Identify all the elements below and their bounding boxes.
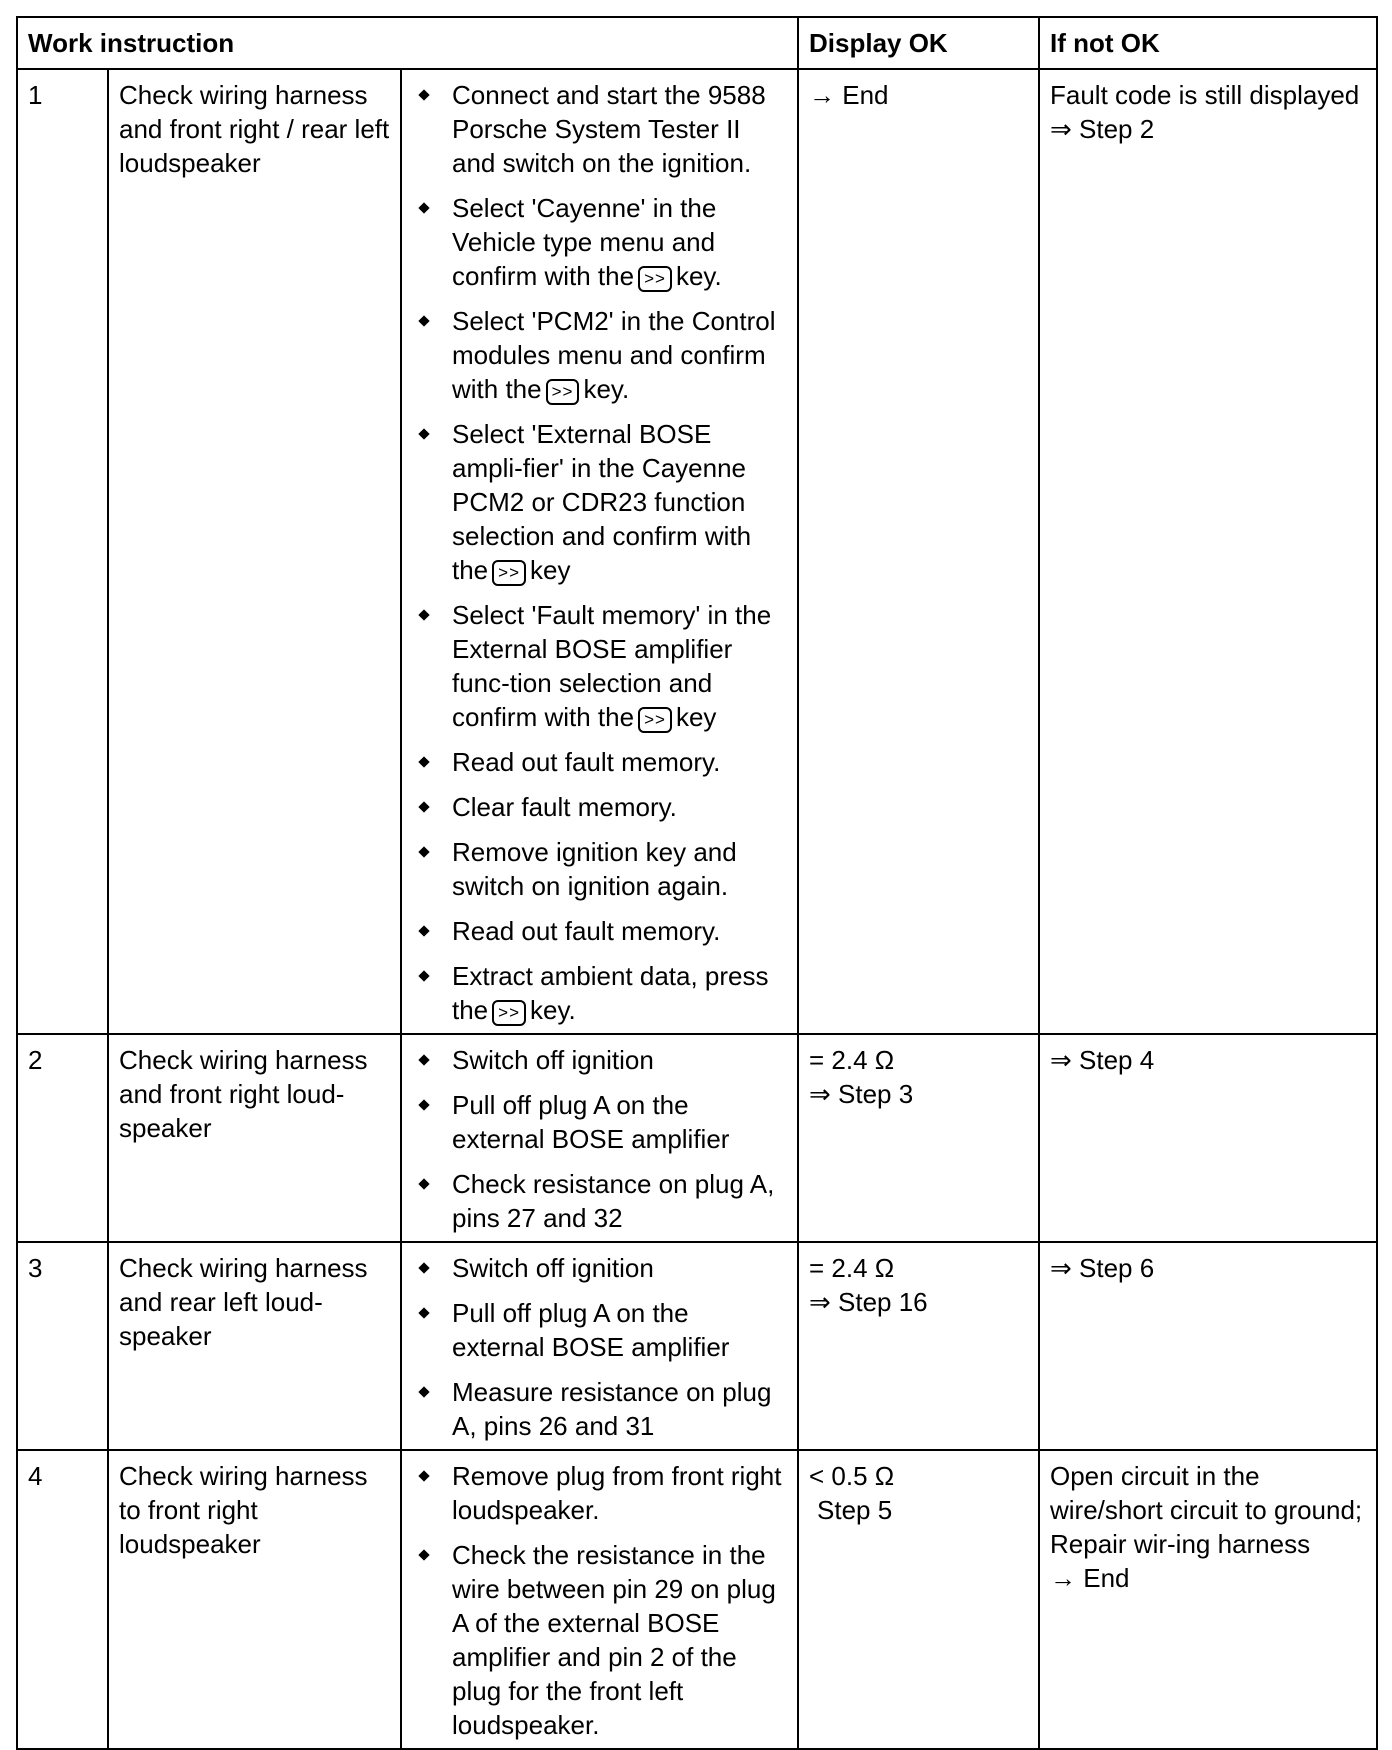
bullet-diamond-icon bbox=[418, 1307, 429, 1318]
if-not-ok-text: Open circuit in the wire/short circuit to ground; Repair wir-ing harness bbox=[1050, 1461, 1363, 1559]
list-item: Select 'Fault memory' in the External BOSE amplifier func-tion selection and confirm with the >> key bbox=[412, 598, 787, 734]
list-item: Remove plug from front right loudspeaker. bbox=[412, 1459, 787, 1527]
list-item: Read out fault memory. bbox=[412, 914, 787, 948]
bullet-diamond-icon bbox=[418, 428, 429, 439]
bullet-diamond-icon bbox=[418, 970, 429, 981]
step-instructions bbox=[401, 1034, 798, 1242]
bullet-diamond-icon bbox=[418, 1262, 429, 1273]
list-item: Select 'External BOSE ampli-fier' in the Cayenne PCM2 or CDR23 function selection and confirm with the >> key bbox=[412, 417, 787, 587]
key-symbol: >> bbox=[546, 379, 580, 405]
bullet-diamond-icon bbox=[418, 1054, 429, 1065]
step-title: Check wiring harness and rear left loud-speaker bbox=[108, 1242, 401, 1450]
display-ok-text: ⇒ Step 3 bbox=[809, 1079, 914, 1109]
bullet-diamond-icon bbox=[418, 609, 429, 620]
step-instructions bbox=[401, 1242, 798, 1450]
table-row bbox=[17, 1034, 1377, 1242]
list-item: Extract ambient data, press the >> key. bbox=[412, 959, 787, 1027]
step-instructions bbox=[401, 1450, 798, 1749]
step-number: 3 bbox=[17, 1242, 108, 1450]
bullet-diamond-icon bbox=[418, 1386, 429, 1397]
if-not-ok-cell bbox=[1039, 1034, 1377, 1242]
step-title: Check wiring harness to front right loudspeaker bbox=[108, 1450, 401, 1749]
table-header-row bbox=[17, 17, 1377, 69]
list-item: Check resistance on plug A, pins 27 and 32 bbox=[412, 1167, 787, 1235]
step-title: Check wiring harness and front right / rear left loudspeaker bbox=[108, 69, 401, 1034]
display-ok-cell bbox=[798, 1034, 1039, 1242]
list-item: Select 'Cayenne' in the Vehicle type menu and confirm with the >> key. bbox=[412, 191, 787, 293]
display-ok-cell bbox=[798, 1242, 1039, 1450]
bullet-diamond-icon bbox=[418, 89, 429, 100]
step-title: Check wiring harness and front right loud-speaker bbox=[108, 1034, 401, 1242]
display-ok-cell bbox=[798, 69, 1039, 1034]
list-item: Switch off ignition bbox=[412, 1043, 787, 1077]
work-instruction-table bbox=[16, 16, 1378, 1750]
step-number: 1 bbox=[17, 69, 108, 1034]
if-not-ok-cell bbox=[1039, 69, 1377, 1034]
table-row bbox=[17, 1450, 1377, 1749]
if-not-ok-text: ⇒ Step 2 bbox=[1050, 114, 1155, 144]
step-instructions bbox=[401, 69, 798, 1034]
display-ok-text: ⇒ Step 16 bbox=[809, 1287, 928, 1317]
table-row bbox=[17, 69, 1377, 1034]
list-item: Connect and start the 9588 Porsche System Tester II and switch on the ignition. bbox=[412, 78, 787, 180]
list-item: Measure resistance on plug A, pins 26 and 31 bbox=[412, 1375, 787, 1443]
bullet-diamond-icon bbox=[418, 315, 429, 326]
table-row bbox=[17, 1242, 1377, 1450]
bullet-diamond-icon bbox=[418, 1178, 429, 1189]
list-item: Remove ignition key and switch on ignition again. bbox=[412, 835, 787, 903]
bullet-diamond-icon bbox=[418, 756, 429, 767]
bullet-diamond-icon bbox=[418, 846, 429, 857]
bullet-diamond-icon bbox=[418, 1470, 429, 1481]
if-not-ok-text: ⇒ Step 4 bbox=[1050, 1045, 1155, 1075]
list-item: Clear fault memory. bbox=[412, 790, 787, 824]
if-not-ok-text: Fault code is still displayed bbox=[1050, 80, 1360, 110]
display-ok-cell bbox=[798, 1450, 1039, 1749]
list-item: Pull off plug A on the external BOSE amplifier bbox=[412, 1296, 787, 1364]
if-not-ok-cell bbox=[1039, 1450, 1377, 1749]
display-ok-text: = 2.4 Ω bbox=[809, 1253, 895, 1283]
display-ok-text: = 2.4 Ω bbox=[809, 1045, 895, 1075]
list-item: Switch off ignition bbox=[412, 1251, 787, 1285]
step-number: 4 bbox=[17, 1450, 108, 1749]
step-number: 2 bbox=[17, 1034, 108, 1242]
bullet-diamond-icon bbox=[418, 801, 429, 812]
display-ok-text: Step 5 bbox=[817, 1495, 893, 1525]
key-symbol: >> bbox=[638, 266, 672, 292]
key-symbol: >> bbox=[492, 560, 526, 586]
display-ok-text: → End bbox=[809, 80, 889, 110]
key-symbol: >> bbox=[492, 1000, 526, 1026]
list-item: Check the resistance in the wire between pin 29 on plug A of the external BOSE amplifier and pin 2 of the plug for the front left loudspeaker. bbox=[412, 1538, 787, 1742]
header-if-not-ok: If not OK bbox=[1039, 17, 1377, 69]
bullet-diamond-icon bbox=[418, 1549, 429, 1560]
bullet-diamond-icon bbox=[418, 202, 429, 213]
header-work-instruction: Work instruction bbox=[17, 17, 798, 69]
if-not-ok-text: → End bbox=[1050, 1563, 1130, 1593]
if-not-ok-text: ⇒ Step 6 bbox=[1050, 1253, 1155, 1283]
key-symbol: >> bbox=[638, 707, 672, 733]
list-item: Select 'PCM2' in the Control modules menu and confirm with the >> key. bbox=[412, 304, 787, 406]
bullet-diamond-icon bbox=[418, 1099, 429, 1110]
bullet-diamond-icon bbox=[418, 925, 429, 936]
display-ok-text: < 0.5 Ω bbox=[809, 1461, 895, 1491]
list-item: Pull off plug A on the external BOSE amplifier bbox=[412, 1088, 787, 1156]
header-display-ok: Display OK bbox=[798, 17, 1039, 69]
if-not-ok-cell bbox=[1039, 1242, 1377, 1450]
list-item: Read out fault memory. bbox=[412, 745, 787, 779]
